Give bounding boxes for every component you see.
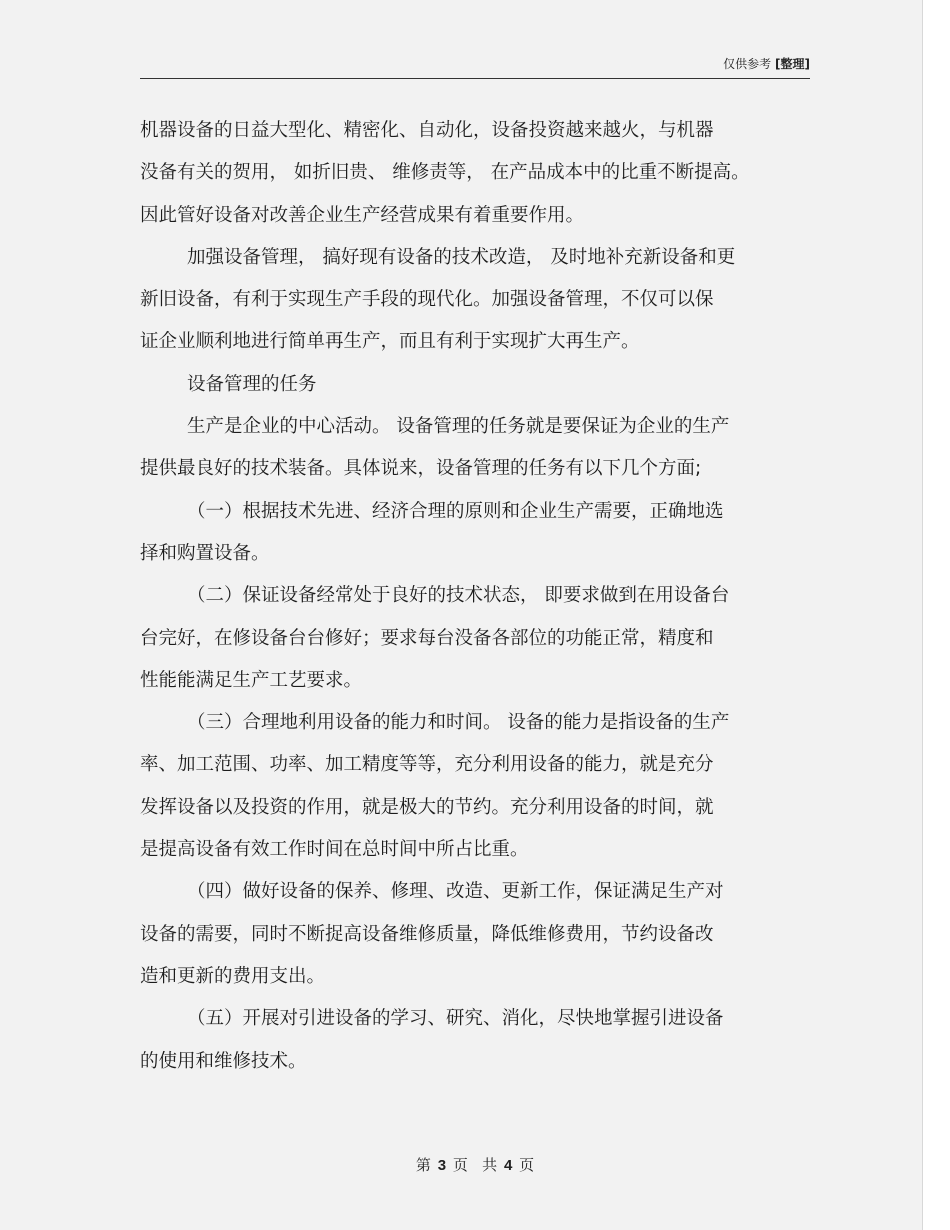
- text-line: 率、加工范围、功率、加工精度等等，充分利用设备的能力，就是充分: [140, 754, 714, 776]
- text-line: 机器设备的日益大型化、精密化、自动化，设备投资越来越火，与机器: [140, 120, 714, 141]
- text-line: （五）开展对引进设备的学习、研究、消化，尽快地掌握引进设备: [187, 1008, 724, 1030]
- text-line: （一）根据技术先进、经济合理的原则和企业生产需要，正确地选: [187, 500, 724, 522]
- text-line: （三）合理地利用设备的能力和时间。 设备的能力是指设备的生产: [187, 712, 730, 734]
- page-footer: [0, 1154, 950, 1175]
- text-line: 因此管好设备对改善企业生产经营成果有着重要作用。: [140, 204, 585, 226]
- footer-label-ye: 页: [452, 1156, 468, 1174]
- text-line: 设备的需要，同时不断捉高设备维修质量，降低维修费用，节约设备改: [140, 923, 714, 945]
- footer-label-gong: 共: [482, 1156, 498, 1174]
- text-line: 没备有关的贺用， 如折旧贵、 维修责等， 在产品成本中的比重不断提高。: [140, 162, 750, 184]
- page-total: 4: [503, 1157, 513, 1174]
- text-line: 造和更新的费用支出。: [140, 965, 326, 987]
- page-header: [140, 56, 810, 79]
- text-line: 提供最良好的技术装备。具体说来，设备管理的任务有以下几个方面;: [140, 458, 702, 480]
- text-line: 证企业顺利地进行简单再生产，而且有利于实现扩大再生产。: [140, 331, 640, 353]
- text-line: 性能能满足生产工艺要求。: [140, 669, 363, 691]
- footer-label-di: 第: [415, 1156, 431, 1174]
- text-line: 的使用和维修技术。: [140, 1050, 307, 1072]
- text-line: 生产是企业的中心活动。 设备管理的任务就是要保证为企业的生产: [187, 416, 730, 438]
- header-prefix: 仅供参考: [723, 57, 772, 71]
- header-note: [723, 56, 810, 72]
- text-line: 择和购置设备。: [140, 542, 270, 564]
- page-current: 3: [437, 1157, 447, 1174]
- text-line: 新旧设备，有利于实现生产手段的现代化。加强设备管理，不仅可以保: [140, 289, 714, 311]
- text-line: 发挥设备以及投资的作用，就是极大的节约。充分利用设备的时间，就: [140, 796, 714, 818]
- text-line: 加强设备管理， 搞好现有设备的技术改造， 及时地补充新设备和更: [187, 246, 736, 268]
- text-line: （二）保证设备经常处于良好的技术状态， 即要求做到在用设备台: [187, 585, 730, 607]
- document-body: [140, 110, 810, 1083]
- text-line: 是提高设备有效工作时间在总时间中所占比重。: [140, 839, 529, 861]
- footer-label-ye: 页: [519, 1156, 535, 1174]
- text-line: 台完好，在修设备台台修好；要求每台没备各部位的功能正常，精度和: [140, 627, 714, 649]
- header-tag: [整理]: [775, 57, 810, 71]
- text-line: （四）做好设备的保养、修理、改造、更新工作，保证满足生产对: [187, 881, 724, 903]
- section-heading: 设备管理的任务: [187, 373, 317, 395]
